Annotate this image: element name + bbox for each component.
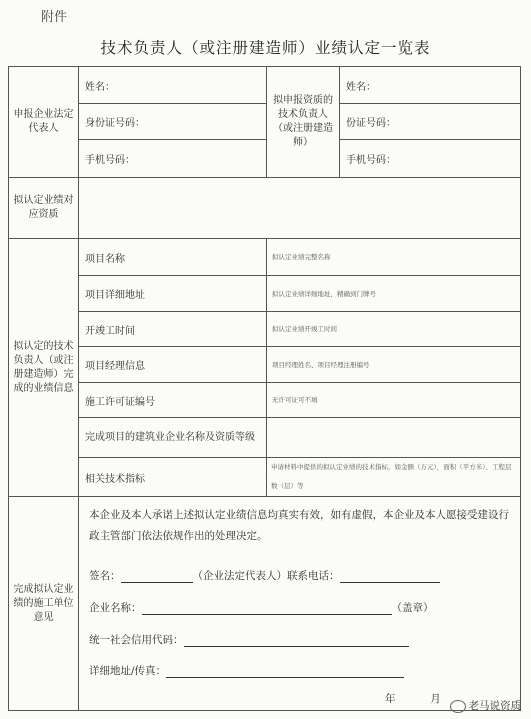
- perf-hint-address[interactable]: 拟认定业绩详细地址，精确到门牌号: [267, 276, 521, 312]
- address-fax-field[interactable]: [166, 665, 404, 678]
- year-label: 年: [385, 693, 396, 705]
- perf-name-manager: 项目经理信息: [79, 347, 267, 383]
- performance-label: 拟认定的技术负责人（或注册建造师）完成的业绩信息: [9, 239, 79, 497]
- phone-field[interactable]: [340, 570, 440, 583]
- perf-name-company: 完成项目的建筑业企业名称及资质等级: [79, 418, 267, 458]
- month-label: 月: [430, 693, 441, 705]
- legal-rep-name-row: [9, 67, 521, 104]
- opinion-row: [9, 497, 521, 711]
- signature-line: [89, 568, 440, 583]
- perf-hint-indicators[interactable]: 申请材料中提供的拟认定业绩的技术指标，如金额（万元），面积（平方米）、工程层数（层）等: [267, 458, 521, 497]
- perf-row-project-name: [9, 239, 521, 276]
- credit-code-line: [89, 632, 409, 647]
- tech-lead-name-field[interactable]: 姓名：: [340, 67, 521, 104]
- perf-hint-dates[interactable]: 拟认定业绩开竣工时间: [267, 312, 521, 347]
- opinion-label: 完成拟认定业绩的施工单位意见: [9, 497, 79, 711]
- sign-label: 签名：: [89, 570, 121, 582]
- tech-lead-label: 拟申报资质的技术负责人（或注册建造师）: [267, 67, 340, 178]
- perf-hint-permit[interactable]: 无许可证可不填: [267, 383, 521, 418]
- wechat-bubble-icon: [450, 700, 466, 713]
- perf-name-dates: 开竣工时间: [79, 312, 267, 347]
- company-line: [89, 600, 434, 615]
- legal-rep-label: 申报企业法定代表人: [9, 67, 79, 178]
- legal-rep-name-field[interactable]: 姓名：: [79, 67, 267, 104]
- perf-name-indicators: 相关技术指标: [79, 458, 267, 497]
- perf-hint-company[interactable]: [267, 418, 521, 458]
- signature-field[interactable]: [121, 570, 193, 583]
- perf-hint-project-name[interactable]: 拟认定业绩完整名称: [267, 239, 521, 276]
- date-line: [385, 691, 441, 706]
- perf-row-address: [9, 276, 521, 312]
- legal-rep-id-field[interactable]: 身份证号码：: [79, 104, 267, 140]
- performance-form-table: [8, 66, 521, 711]
- credit-code-field[interactable]: [184, 634, 409, 647]
- perf-row-manager: [9, 347, 521, 383]
- perf-row-permit: [9, 383, 521, 418]
- qualification-label: 拟认定业绩对应资质: [9, 178, 79, 239]
- form-title: 技术负责人（或注册建造师）业绩认定一览表: [100, 39, 431, 57]
- tech-lead-phone-field[interactable]: 手机号码：: [340, 140, 521, 178]
- address-label: 详细地址/传真：: [89, 665, 167, 677]
- perf-name-address: 项目详细地址: [79, 276, 267, 312]
- legal-rep-id-row: [9, 104, 521, 140]
- qualification-field[interactable]: [79, 178, 521, 239]
- perf-name-permit: 施工许可证编号: [79, 383, 267, 418]
- perf-row-dates: [9, 312, 521, 347]
- watermark-text: 老马说资质: [468, 700, 521, 712]
- perf-name-project-name: 项目名称: [79, 239, 267, 276]
- company-label: 企业名称：: [89, 602, 142, 614]
- legal-rep-phone-field[interactable]: 手机号码：: [79, 140, 267, 178]
- seal-label: （盖章）: [391, 602, 434, 614]
- perf-row-company: [9, 418, 521, 458]
- watermark: [450, 698, 522, 713]
- credit-code-label: 统一社会信用代码：: [89, 634, 184, 646]
- company-field[interactable]: [142, 602, 392, 615]
- sign-role-label: （企业法定代表人）联系电话：: [192, 570, 340, 582]
- opinion-area: [79, 497, 521, 711]
- perf-hint-manager[interactable]: 项目经理姓名、项目经理注册编号: [267, 347, 521, 383]
- perf-row-indicators: [9, 458, 521, 497]
- tech-lead-id-field[interactable]: 份证号码：: [340, 104, 521, 140]
- address-line: [89, 663, 404, 678]
- annex-label: 附件: [41, 10, 68, 25]
- commitment-statement: 本企业及本人承诺上述拟认定业绩信息均真实有效，如有虚假，本企业及本人愿接受建设行政主管部门依法依规作出的处理决定。: [89, 509, 509, 542]
- legal-rep-phone-row: [9, 140, 521, 178]
- qualification-row: [9, 178, 521, 239]
